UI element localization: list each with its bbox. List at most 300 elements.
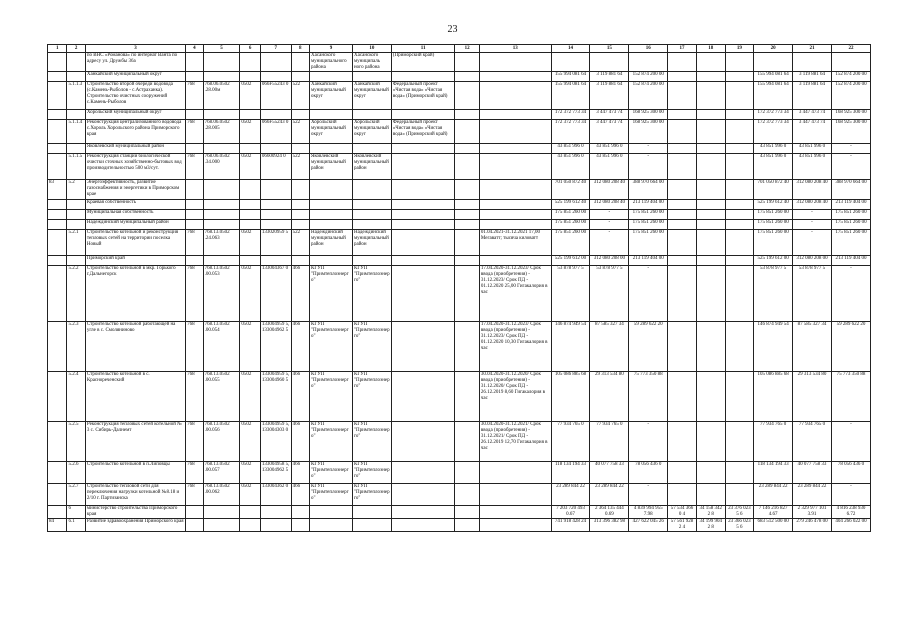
table-cell: Строительство котельной в с. Краснореченский	[85, 372, 185, 422]
table-cell: 466	[291, 462, 309, 484]
table-cell: 175 851 260 00	[629, 220, 668, 230]
table-cell	[831, 53, 870, 72]
table-cell	[291, 110, 309, 120]
table-cell	[455, 200, 480, 210]
table-cell: 466	[291, 372, 309, 422]
table-cell: 77 934 765 0	[590, 422, 629, 462]
table-cell	[725, 53, 754, 72]
table-cell: 0502	[240, 266, 260, 322]
table-cell: 17.04.2020-31.12.2023/ Срок ввода (приобретения) - 31.12.2023/ Срок ПД - 01.12.2020 10,30 Гигакалория в час	[479, 322, 551, 372]
table-cell: 522	[291, 120, 309, 144]
table-cell: 43 851 996 0	[793, 144, 832, 154]
table-cell: 4 839 994 955 7.98	[629, 506, 668, 519]
column-header: 1	[48, 45, 67, 53]
table-cell	[203, 506, 240, 519]
table-row	[48, 462, 871, 484]
table-row	[48, 266, 871, 322]
table-cell	[291, 256, 309, 266]
table-cell: 175 851 260 00	[831, 230, 870, 256]
table-row	[48, 154, 871, 180]
table-cell	[725, 200, 754, 210]
column-header: 19	[725, 45, 754, 53]
table-cell: 5.2	[67, 180, 85, 200]
table-cell: 768	[186, 154, 203, 180]
table-cell: 43 851 996 0	[754, 144, 793, 154]
table-cell	[725, 484, 754, 506]
table-cell: 75 773 350 88	[629, 372, 668, 422]
table-cell: 23 289 844 22	[590, 484, 629, 506]
table-cell: 87 585 327 34	[793, 322, 832, 372]
table-cell	[352, 144, 391, 154]
table-cell: 105 086 885 68	[754, 372, 793, 422]
table-cell	[668, 322, 697, 372]
table-cell: 768.13.0502 .00.055	[203, 372, 240, 422]
table-cell: 3 119 881 64	[590, 82, 629, 110]
table-row	[48, 506, 871, 519]
table-cell: 168 925 300 00	[629, 120, 668, 144]
table-cell	[391, 462, 454, 484]
table-row	[48, 120, 871, 144]
table-cell: КГУП "Примтеплоэнерго"	[310, 372, 353, 422]
table-cell: КГУП "Примтеплоэнерго"	[310, 422, 353, 462]
table-cell	[48, 144, 67, 154]
table-cell	[391, 422, 454, 462]
table-cell	[240, 110, 260, 120]
table-cell: -	[793, 210, 832, 220]
table-cell	[67, 110, 85, 120]
table-cell	[310, 256, 353, 266]
table-cell: 525 199 612 40	[754, 200, 793, 210]
table-cell	[310, 110, 353, 120]
table-cell: 53 878 977 5	[793, 266, 832, 322]
table-cell: 768	[186, 266, 203, 322]
table-cell: 3 447 473 74	[793, 110, 832, 120]
table-cell: 522	[291, 82, 309, 110]
column-header: 14	[551, 45, 590, 53]
table-cell: 522	[291, 154, 309, 180]
table-cell: 133004367 0	[260, 266, 291, 322]
table-cell: Развитие здравоохранения Приморского края	[85, 519, 185, 532]
table-cell: 701 050 872 40	[551, 180, 590, 200]
table-cell	[793, 53, 832, 72]
table-row	[48, 82, 871, 110]
table-row	[48, 372, 871, 422]
table-cell: -	[831, 144, 870, 154]
table-cell: 0502	[240, 154, 260, 180]
table-cell	[186, 180, 203, 200]
table-cell: Реконструкция тепловых сетей котельной № 3 с. Сибирь-Далнемт	[85, 422, 185, 462]
table-cell: министерство строительства Приморского края	[85, 506, 185, 519]
table-cell	[391, 484, 454, 506]
table-cell	[725, 110, 754, 120]
table-cell: Хорольский муниципальный округ	[310, 120, 353, 144]
table-cell: 279 246 478 00	[793, 519, 832, 532]
table-cell: Федеральный проект «Чистая вода» «Чистая вода» (Приморский край)	[391, 120, 454, 144]
table-cell	[186, 200, 203, 210]
table-cell: 0502	[240, 120, 260, 144]
table-cell: КГУП "Примтеплоэнерго"	[310, 484, 353, 506]
table-cell	[48, 82, 67, 110]
table-cell: КГУП "Примтеплоэнерго"	[310, 322, 353, 372]
table-cell	[186, 519, 203, 532]
table-cell	[203, 144, 240, 154]
table-cell: 312 080 208 40	[590, 180, 629, 200]
table-cell	[67, 144, 85, 154]
table-cell: 312 080 208 00	[590, 256, 629, 266]
table-cell	[48, 322, 67, 372]
table-cell	[668, 120, 697, 144]
table-cell: 5.2.5	[67, 422, 85, 462]
table-row	[48, 180, 871, 200]
table-cell: 118 134 194 33	[551, 462, 590, 484]
table-cell: 6.1	[67, 519, 85, 532]
table-cell	[668, 372, 697, 422]
table-cell	[696, 484, 725, 506]
table-cell	[479, 180, 551, 200]
table-cell: Краевая собственность	[85, 200, 185, 210]
table-row	[48, 484, 871, 506]
table-cell	[668, 110, 697, 120]
table-cell: 175 851 260 00	[551, 210, 590, 220]
table-cell: Строительство второй очереди водовода (с.Камень-Рыболов - с.Астраханка). Строительство очистных сооружений с.Камень-Рыболов	[85, 82, 185, 110]
table-cell: -	[629, 144, 668, 154]
table-cell	[203, 200, 240, 210]
table-cell: 168 925 300 00	[831, 120, 870, 144]
table-row	[48, 422, 871, 462]
table-cell	[391, 180, 454, 200]
table-cell: -	[629, 484, 668, 506]
table-cell	[291, 180, 309, 200]
table-cell: 84	[48, 519, 67, 532]
table-cell	[48, 266, 67, 322]
table-cell	[590, 53, 629, 72]
table-cell: Федеральный проект «Чистая вода» «Чистая вода» (Приморский край)	[391, 82, 454, 110]
table-cell	[186, 220, 203, 230]
table-cell	[455, 180, 480, 200]
column-header: 6	[240, 45, 260, 53]
table-cell	[668, 266, 697, 322]
table-cell	[48, 53, 67, 72]
table-cell: 40 077 758 33	[793, 462, 832, 484]
table-cell: 78 056 436 0	[629, 462, 668, 484]
table-cell	[479, 154, 551, 180]
table-cell: 43 851 996 0	[754, 154, 793, 180]
table-cell: Реконструкция централизованного водовода с.Хороль Хорольского района Приморского края	[85, 120, 185, 144]
table-cell	[67, 220, 85, 230]
table-cell: Муниципальная собственность	[85, 210, 185, 220]
table-cell	[629, 53, 668, 72]
table-cell: 768.13.0502 .00.056	[203, 422, 240, 462]
table-cell	[48, 484, 67, 506]
table-cell: 213 119 404 00	[831, 256, 870, 266]
table-cell	[696, 266, 725, 322]
column-header: 17	[668, 45, 697, 53]
column-header: 12	[455, 45, 480, 53]
table-cell: 23 289 844 22	[793, 484, 832, 506]
table-row	[48, 110, 871, 120]
table-cell	[455, 322, 480, 372]
table-cell	[696, 120, 725, 144]
table-cell	[455, 372, 480, 422]
table-cell	[291, 506, 309, 519]
table-cell	[291, 210, 309, 220]
table-cell: КГУП "Примтеплоэнерго"	[352, 484, 391, 506]
table-cell: 77 934 765 0	[793, 422, 832, 462]
table-cell: 466	[291, 422, 309, 462]
table-cell	[240, 210, 260, 220]
table-cell: 23 366 023 5 6	[725, 519, 754, 532]
table-cell: 59 289 622 20	[831, 322, 870, 372]
table-row	[48, 220, 871, 230]
table-cell	[725, 180, 754, 200]
table-cell: 23 289 844 22	[551, 484, 590, 506]
table-cell: 213 119 404 00	[629, 256, 668, 266]
table-cell: 313 396 382 98	[590, 519, 629, 532]
column-header: 11	[391, 45, 454, 53]
column-header: 13	[479, 45, 551, 53]
table-cell: Строительство котельной в мкр. Горького г.Дальнегорск	[85, 266, 185, 322]
table-cell	[391, 519, 454, 532]
table-cell	[260, 220, 291, 230]
table-cell	[725, 462, 754, 484]
table-row	[48, 322, 871, 372]
table-cell	[668, 210, 697, 220]
table-cell: 133020959 5	[260, 230, 291, 256]
column-header: 8	[291, 45, 309, 53]
table-cell: 155 994 081 64	[551, 72, 590, 82]
table-cell: 768	[186, 82, 203, 110]
table-cell: Строительство котельной работающей на угле в с. Смоляниново	[85, 322, 185, 372]
table-row	[48, 230, 871, 256]
column-header: 5	[203, 45, 240, 53]
table-cell: 066F55243 0	[260, 82, 291, 110]
table-cell: 312 080 208 40	[793, 200, 832, 210]
table-cell: 768	[186, 462, 203, 484]
table-cell: 53 878 977 5	[754, 266, 793, 322]
table-cell: Хорольский муниципальный округ	[85, 110, 185, 120]
table-cell: 77 934 765 0	[551, 422, 590, 462]
table-cell: Хасанского муниципального района	[310, 53, 353, 72]
table-row	[48, 256, 871, 266]
table-cell	[260, 200, 291, 210]
table-cell	[455, 506, 480, 519]
table-cell	[696, 462, 725, 484]
table-cell: 768.06.0502 .28.00м	[203, 82, 240, 110]
table-cell: Строительство котельной в п.Липовцы	[85, 462, 185, 484]
table-cell	[391, 210, 454, 220]
table-cell: 5.2.1	[67, 230, 85, 256]
table-cell	[455, 110, 480, 120]
table-cell	[203, 180, 240, 200]
column-header: 15	[590, 45, 629, 53]
table-cell: -	[831, 154, 870, 180]
table-cell	[391, 154, 454, 180]
table-cell: 5.2.4	[67, 372, 85, 422]
table-cell	[48, 110, 67, 120]
table-cell	[67, 256, 85, 266]
table-cell: 768	[186, 120, 203, 144]
column-header: 3	[85, 45, 185, 53]
table-cell	[48, 506, 67, 519]
table-cell	[479, 110, 551, 120]
table-cell	[668, 220, 697, 230]
table-cell	[291, 72, 309, 82]
table-cell: 466	[291, 484, 309, 506]
table-cell	[391, 506, 454, 519]
table-cell: 133004959 5, 133004960 5	[260, 372, 291, 422]
table-cell	[668, 82, 697, 110]
table-cell	[391, 220, 454, 230]
table-cell	[186, 506, 203, 519]
table-cell	[48, 256, 67, 266]
table-cell	[67, 210, 85, 220]
table-cell: 312 080 208 40	[590, 200, 629, 210]
table-cell: -	[793, 230, 832, 256]
table-cell: 155 994 081 64	[551, 82, 590, 110]
table-cell: 525 199 612 00	[551, 256, 590, 266]
table-cell: Энергоэффективность, развитие газоснабжения и энергетики в Приморском крае	[85, 180, 185, 200]
table-cell: (Приморский край)	[391, 53, 454, 72]
table-cell	[203, 72, 240, 82]
table-cell: 768.13.0502 .00.054	[203, 322, 240, 372]
table-cell	[754, 53, 793, 72]
page-number: 23	[447, 24, 458, 35]
table-cell	[696, 256, 725, 266]
table-cell	[310, 220, 353, 230]
table-cell: 3 119 881 64	[793, 82, 832, 110]
table-cell	[186, 210, 203, 220]
table-cell: 2 329 977 101 3.91	[793, 506, 832, 519]
table-cell	[260, 144, 291, 154]
table-cell	[479, 120, 551, 144]
table-cell	[668, 154, 697, 180]
table-cell: 23 289 844 22	[754, 484, 793, 506]
table-cell	[48, 210, 67, 220]
table-cell	[352, 506, 391, 519]
table-cell: КГУП "Примтеплоэнерго"	[310, 462, 353, 484]
table-cell: 768	[186, 484, 203, 506]
table-cell: 172 372 773 34	[754, 110, 793, 120]
table-cell: 768.13.0502 .24.063	[203, 230, 240, 256]
table-cell	[668, 462, 697, 484]
table-cell	[67, 72, 85, 82]
table-cell: Ханкайский муниципальный округ	[85, 72, 185, 82]
table-cell: 466	[291, 322, 309, 372]
table-cell	[291, 53, 309, 72]
table-cell	[479, 72, 551, 82]
column-header: 9	[310, 45, 353, 53]
table-row	[48, 144, 871, 154]
table-cell: 152 874 200 00	[831, 82, 870, 110]
table-cell	[310, 144, 353, 154]
table-cell: 6	[67, 506, 85, 519]
table-cell	[455, 462, 480, 484]
table-cell: 155 994 081 64	[754, 72, 793, 82]
table-cell	[203, 220, 240, 230]
table-cell: 768	[186, 372, 203, 422]
table-cell: 7 146 216 827 4.67	[754, 506, 793, 519]
table-cell: Хорольский муниципальный округ	[352, 120, 391, 144]
table-cell	[48, 372, 67, 422]
table-cell	[479, 462, 551, 484]
table-cell: КГУП "Примтеплоэнерго"	[310, 266, 353, 322]
table-cell: Надеждинский муниципальный район	[352, 230, 391, 256]
table-cell: 133004958 5, 133004962 5	[260, 462, 291, 484]
table-cell: -	[590, 220, 629, 230]
table-cell	[455, 210, 480, 220]
table-cell	[203, 256, 240, 266]
table-cell	[725, 210, 754, 220]
table-cell: 768.13.0502 .00.062	[203, 484, 240, 506]
table-cell	[668, 484, 697, 506]
table-cell	[668, 72, 697, 82]
table-cell	[186, 53, 203, 72]
table-cell	[260, 110, 291, 120]
table-cell	[696, 422, 725, 462]
table-cell	[186, 256, 203, 266]
table-cell: 0502	[240, 82, 260, 110]
table-cell	[725, 256, 754, 266]
column-header: 7	[260, 45, 291, 53]
column-header: 21	[793, 45, 832, 53]
table-cell	[260, 519, 291, 532]
table-cell	[48, 120, 67, 144]
table-cell	[725, 322, 754, 372]
table-cell: 768	[186, 230, 203, 256]
table-cell: 427 622 045 26	[629, 519, 668, 532]
table-cell: 3 447 473 74	[590, 110, 629, 120]
table-cell	[696, 372, 725, 422]
table-cell	[310, 180, 353, 200]
table-cell: 525 199 612 00	[754, 256, 793, 266]
table-cell	[352, 72, 391, 82]
table-cell	[352, 519, 391, 532]
table-cell	[67, 53, 85, 72]
table-cell	[455, 72, 480, 82]
table-cell	[455, 519, 480, 532]
table-cell	[352, 256, 391, 266]
table-cell: 5.2.3	[67, 322, 85, 372]
table-cell: 133004959 5, 133004303 0	[260, 422, 291, 462]
table-cell	[352, 210, 391, 220]
table-cell: 312 080 208 40	[793, 180, 832, 200]
table-cell: КГУП "Примтеплоэнерго"	[352, 322, 391, 372]
table-cell: 17.04.2020-31.12.2023/ Срок ввода (приобретения) - 31.12.2023/ Срок ПД - 01.12.2020 25,00 Гигакалория в час	[479, 266, 551, 322]
table-cell	[391, 266, 454, 322]
table-cell: 43 851 996 0	[551, 144, 590, 154]
table-cell: 133004959 5, 133004962 5	[260, 322, 291, 372]
table-cell: КГУП "Примтеплоэнерго"	[352, 462, 391, 484]
table-cell: 152 874 200 00	[629, 82, 668, 110]
table-cell	[48, 154, 67, 180]
column-header: 16	[629, 45, 668, 53]
table-cell: 75 773 350 88	[831, 372, 870, 422]
table-cell	[186, 72, 203, 82]
table-cell: 57 561 928 2 4	[668, 519, 697, 532]
table-cell	[455, 266, 480, 322]
table-cell	[725, 230, 754, 256]
table-cell	[455, 154, 480, 180]
table-cell: Яковлевский муниципальный район	[85, 144, 185, 154]
table-cell	[240, 180, 260, 200]
table-cell	[48, 220, 67, 230]
table-cell: 40 077 758 33	[590, 462, 629, 484]
table-cell: 0502	[240, 462, 260, 484]
table-cell: 152 874 200 00	[629, 72, 668, 82]
table-cell	[725, 82, 754, 110]
table-cell: 066F55243 0	[260, 120, 291, 144]
table-cell: 3 119 881 64	[590, 72, 629, 82]
